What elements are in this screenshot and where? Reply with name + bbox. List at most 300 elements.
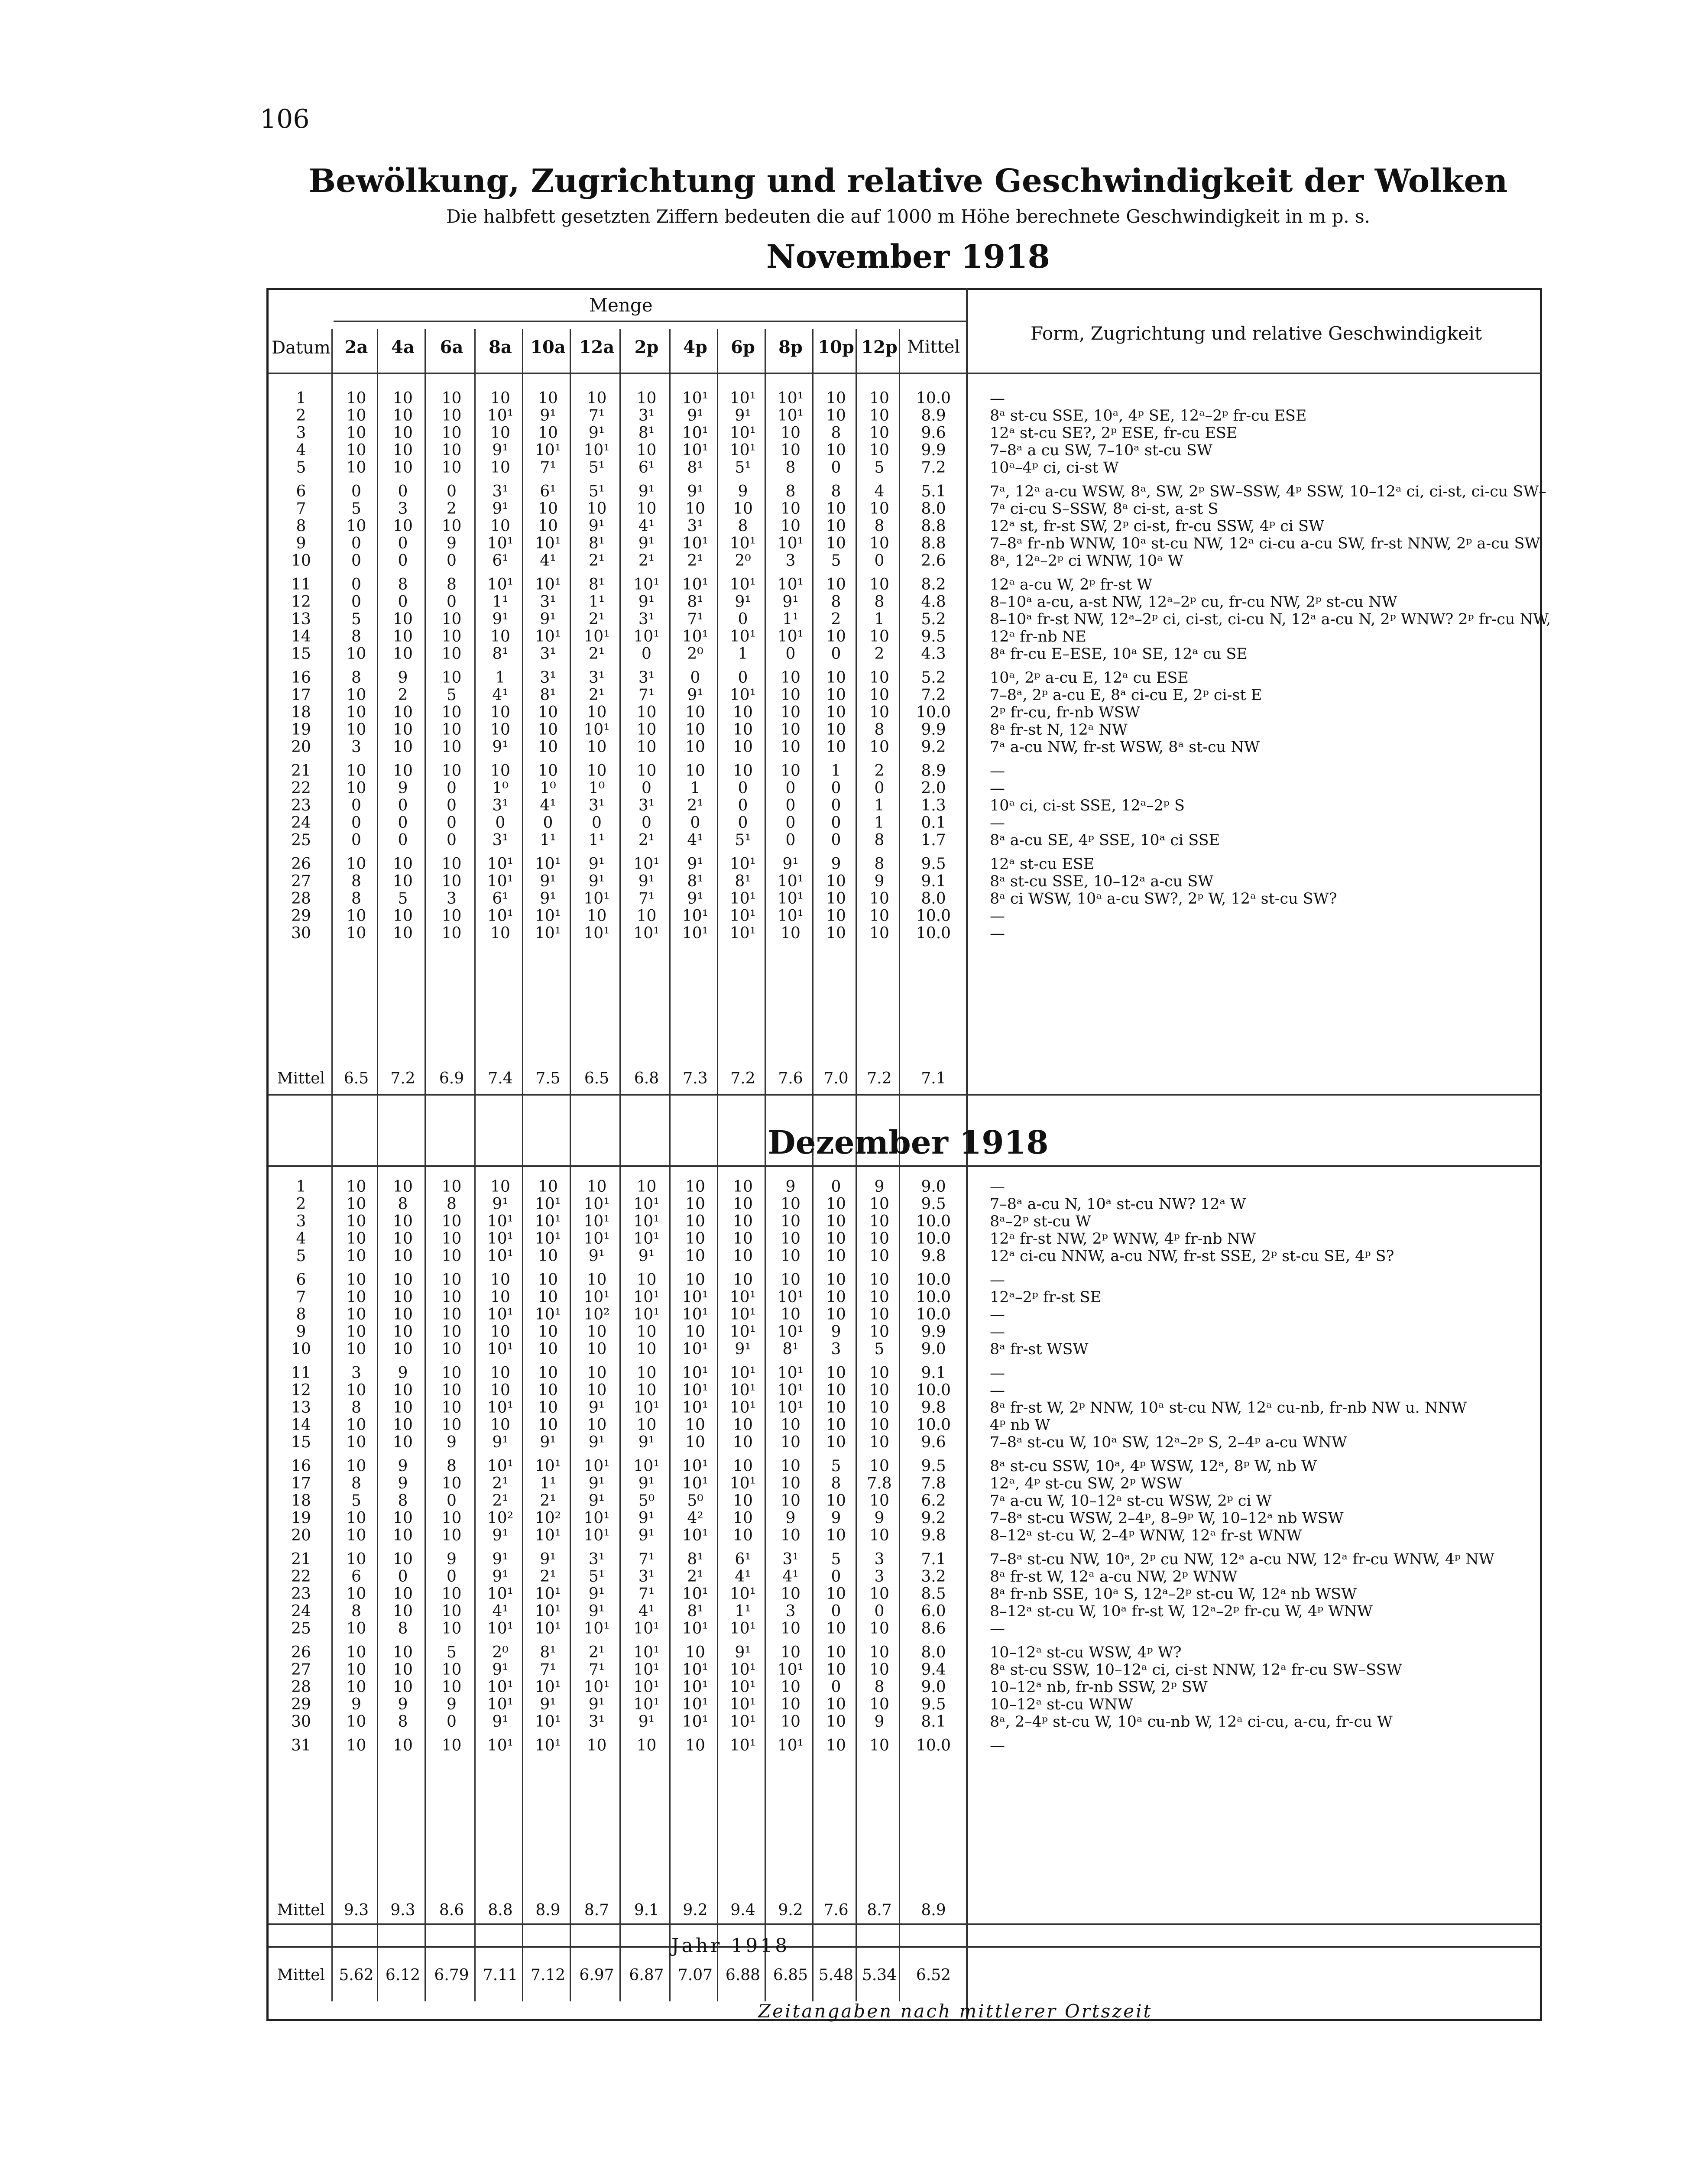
value-cell: 10¹ — [583, 1457, 610, 1475]
value-cell: 10¹ — [682, 1340, 709, 1358]
value-cell: 9¹ — [492, 1195, 509, 1213]
table-row — [269, 645, 1708, 663]
remark-cell: — — [990, 1620, 1005, 1637]
value-cell: 7¹ — [588, 1661, 605, 1679]
date-cell: 20 — [291, 1527, 311, 1544]
value-cell: 9¹ — [588, 1696, 605, 1713]
value-cell: 10 — [393, 407, 413, 425]
value-cell: 10¹ — [729, 686, 756, 704]
value-cell: 0 — [351, 535, 361, 552]
remark-cell: — — [990, 1323, 1005, 1341]
menge-rule — [334, 321, 966, 322]
remark-cell: 8ᵃ st-cu SSW, 10–12ᵃ ci, ci-st NNW, 12ᵃ fr-cu SW–SSW — [990, 1661, 1402, 1679]
value-cell: 10¹ — [777, 907, 804, 925]
remark-cell: — — [990, 1365, 1005, 1382]
value-cell: 10¹ — [777, 890, 804, 908]
column-header-6: 2p — [634, 337, 659, 357]
value-cell: 3¹ — [638, 669, 655, 687]
month-title-dezember: Dezember 1918 — [768, 1124, 1049, 1161]
value-cell: 0 — [831, 1602, 841, 1620]
date-cell: 31 — [291, 1737, 311, 1754]
value-cell: 0 — [398, 483, 408, 500]
value-cell: 0 — [351, 593, 361, 611]
value-cell: 9¹ — [492, 610, 509, 628]
mittel-label: Mittel — [277, 1070, 325, 1087]
value-cell: 10 — [869, 1364, 889, 1382]
value-cell: 4 — [874, 483, 885, 500]
value-cell: 10¹ — [583, 1213, 610, 1230]
value-cell: 10 — [869, 669, 889, 687]
value-cell: 10 — [826, 576, 846, 593]
date-cell: 8 — [296, 1306, 306, 1323]
value-cell: 10 — [869, 704, 889, 721]
value-cell: 10¹ — [487, 1230, 514, 1248]
mittel-value: 6.5 — [584, 1070, 609, 1087]
mean-cell: 10.0 — [916, 1230, 951, 1248]
value-cell: 9¹ — [588, 1585, 605, 1603]
date-cell: 8 — [296, 517, 306, 535]
mittel-row — [269, 1967, 1708, 1984]
mean-cell: 9.1 — [921, 1364, 946, 1382]
date-cell: 1 — [296, 389, 306, 407]
value-cell: 10 — [538, 1416, 558, 1434]
table-row — [269, 669, 1708, 687]
value-cell: 10 — [869, 1527, 889, 1544]
value-cell: 10 — [733, 1271, 753, 1289]
value-cell: 10 — [826, 1247, 846, 1265]
value-cell: 10 — [346, 1416, 366, 1434]
value-cell: 8 — [351, 1602, 361, 1620]
value-cell: 10¹ — [535, 441, 561, 459]
value-cell: 10 — [781, 738, 801, 756]
date-cell: 28 — [291, 1678, 311, 1696]
value-cell: 10 — [441, 738, 462, 756]
value-cell: 10¹ — [633, 1230, 660, 1248]
value-cell: 10 — [393, 459, 413, 477]
value-cell: 10 — [441, 1323, 462, 1341]
date-cell: 26 — [291, 1644, 311, 1661]
value-cell: 9¹ — [588, 1475, 605, 1492]
value-cell: 10¹ — [682, 907, 709, 925]
value-cell: 10 — [733, 1213, 753, 1230]
value-cell: 10 — [538, 1323, 558, 1341]
column-header-2: 6a — [440, 337, 463, 357]
value-cell: 0 — [785, 797, 796, 814]
mittel-value: 9.3 — [390, 1901, 415, 1919]
value-cell: 10 — [781, 669, 801, 687]
date-cell: 16 — [291, 1457, 311, 1475]
table-row — [269, 1713, 1708, 1731]
value-cell: 10 — [733, 1509, 753, 1527]
value-cell: 9¹ — [735, 593, 751, 611]
value-cell: 10 — [685, 500, 705, 518]
value-cell: 10 — [587, 1178, 607, 1196]
value-cell: 10¹ — [633, 1644, 660, 1661]
value-cell: 1¹ — [735, 1602, 751, 1620]
value-cell: 10 — [781, 1230, 801, 1248]
value-cell: 2 — [398, 686, 408, 704]
value-cell: 0 — [447, 483, 457, 500]
value-cell: 10 — [346, 517, 366, 535]
value-cell: 10 — [587, 1381, 607, 1399]
value-cell: 9¹ — [492, 500, 509, 518]
value-cell: 10 — [826, 500, 846, 518]
value-cell: 10 — [733, 704, 753, 721]
value-cell: 10 — [636, 1364, 657, 1382]
value-cell: 9 — [785, 1509, 796, 1527]
value-cell: 0 — [398, 831, 408, 849]
value-cell: 10 — [733, 1416, 753, 1434]
value-cell: 0 — [447, 814, 457, 832]
value-cell: 7¹ — [588, 407, 605, 425]
value-cell: 6¹ — [735, 1550, 751, 1568]
date-cell: 5 — [296, 459, 306, 477]
value-cell: 10¹ — [583, 1195, 610, 1213]
value-cell: 10 — [685, 1644, 705, 1661]
remark-cell: 10ᵃ, 2ᵖ a-cu E, 12ᵃ cu ESE — [990, 669, 1189, 687]
value-cell: 10 — [346, 1323, 366, 1341]
value-cell: 10 — [441, 669, 462, 687]
column-header-1: 4a — [391, 337, 415, 357]
value-cell: 3 — [831, 1340, 841, 1358]
value-cell: 9¹ — [687, 407, 703, 425]
table-row — [269, 873, 1708, 890]
value-cell: 5¹ — [588, 483, 605, 500]
value-cell: 9 — [447, 535, 457, 552]
value-cell: 10 — [636, 907, 657, 925]
value-cell: 10 — [346, 1661, 366, 1679]
value-cell: 1¹ — [492, 593, 509, 611]
table-row — [269, 762, 1708, 780]
value-cell: 10 — [393, 1399, 413, 1417]
value-cell: 10¹ — [487, 1306, 514, 1323]
value-cell: 10 — [685, 1178, 705, 1196]
value-cell: 10 — [346, 686, 366, 704]
date-cell: 30 — [291, 1713, 311, 1731]
table-row — [269, 687, 1708, 704]
remark-cell: 10–12ᵃ st-cu WSW, 4ᵖ W? — [990, 1644, 1182, 1661]
mean-cell: 8.0 — [921, 500, 946, 518]
table-row — [269, 628, 1708, 645]
remark-cell: 7–8ᵃ a-cu N, 10ᵃ st-cu NW? 12ᵃ W — [990, 1196, 1246, 1213]
value-cell: 10¹ — [777, 1399, 804, 1417]
table-row — [269, 1417, 1708, 1434]
mean-cell: 7.2 — [921, 686, 946, 704]
mean-cell: 9.6 — [921, 424, 946, 442]
value-cell: 10 — [441, 459, 462, 477]
date-cell: 14 — [291, 1416, 311, 1434]
value-cell: 1¹ — [588, 831, 605, 849]
value-cell: 10 — [393, 1247, 413, 1265]
table-row — [269, 518, 1708, 535]
value-cell: 10 — [733, 721, 753, 739]
date-cell: 10 — [291, 1340, 311, 1358]
value-cell: 10 — [826, 1381, 846, 1399]
page-number: 106 — [260, 104, 310, 134]
value-cell: 10 — [490, 459, 510, 477]
value-cell: 10¹ — [729, 576, 756, 593]
value-cell: 10¹ — [729, 1399, 756, 1417]
value-cell: 10 — [781, 1271, 801, 1289]
value-cell: 10 — [733, 1527, 753, 1544]
value-cell: 10 — [538, 1340, 558, 1358]
value-cell: 10 — [393, 721, 413, 739]
table-row — [269, 1492, 1708, 1510]
value-cell: 0 — [642, 645, 651, 663]
value-cell: 10 — [441, 1602, 462, 1620]
value-cell: 9 — [447, 1433, 457, 1451]
value-cell: 0 — [874, 552, 885, 570]
value-cell: 0 — [690, 669, 700, 687]
value-cell: 10 — [781, 1492, 801, 1510]
mittel-value: 8.8 — [488, 1901, 513, 1919]
value-cell: 10¹ — [583, 628, 610, 645]
remark-cell: 8ᵃ st-cu SSE, 10–12ᵃ a-cu SW — [990, 873, 1214, 890]
value-cell: 10¹ — [682, 1306, 709, 1323]
value-cell: 10 — [346, 424, 366, 442]
value-cell: 10 — [346, 407, 366, 425]
remark-cell: 7–8ᵃ st-cu W, 10ᵃ SW, 12ᵃ–2ᵖ S, 2–4ᵖ a-cu WNW — [990, 1434, 1347, 1451]
mean-cell: 9.0 — [921, 1678, 946, 1696]
value-cell: 10 — [826, 1661, 846, 1679]
value-cell: 8 — [351, 872, 361, 890]
mean-cell: 9.8 — [921, 1527, 946, 1544]
mean-cell: 9.1 — [921, 872, 946, 890]
value-cell: 9 — [874, 872, 885, 890]
value-cell: 10 — [733, 500, 753, 518]
value-cell: 9¹ — [588, 855, 605, 873]
remark-cell: 12ᵃ fr-st NW, 2ᵖ WNW, 4ᵖ fr-nb NW — [990, 1230, 1256, 1248]
value-cell: 10 — [346, 1381, 366, 1399]
table-row — [269, 856, 1708, 873]
value-cell: 8 — [785, 483, 796, 500]
value-cell: 10¹ — [633, 1306, 660, 1323]
value-cell: 10 — [346, 1247, 366, 1265]
mittel-value: 6.87 — [629, 1966, 664, 1984]
value-cell: 10 — [346, 907, 366, 925]
remark-cell: 2ᵖ fr-cu, fr-nb WSW — [990, 704, 1140, 721]
value-cell: 2⁰ — [687, 645, 703, 663]
value-cell: 10 — [346, 1306, 366, 1323]
value-cell: 1 — [690, 779, 700, 797]
remark-cell: 12ᵃ, 4ᵖ st-cu SW, 2ᵖ WSW — [990, 1475, 1183, 1492]
remark-cell: 8ᵃ a-cu SE, 4ᵖ SSE, 10ᵃ ci SSE — [990, 832, 1220, 849]
date-cell: 5 — [296, 1247, 306, 1265]
table-row — [269, 1527, 1708, 1544]
value-cell: 10 — [441, 1271, 462, 1289]
value-cell: 10 — [346, 459, 366, 477]
value-cell: 8 — [447, 1457, 457, 1475]
value-cell: 7¹ — [638, 686, 655, 704]
date-cell: 3 — [296, 1213, 306, 1230]
value-cell: 3¹ — [492, 831, 509, 849]
value-cell: 10¹ — [729, 535, 756, 552]
value-cell: 10 — [781, 704, 801, 721]
value-cell: 10 — [826, 1288, 846, 1306]
value-cell: 5 — [447, 686, 457, 704]
mean-cell: 6.0 — [921, 1602, 946, 1620]
mittel-value: 8.7 — [584, 1901, 609, 1919]
value-cell: 10 — [441, 1416, 462, 1434]
value-cell: 1⁰ — [588, 779, 605, 797]
table-row — [269, 908, 1708, 925]
table-row — [269, 1737, 1708, 1754]
table-row — [269, 459, 1708, 477]
value-cell: 3¹ — [492, 483, 509, 500]
value-cell: 9¹ — [540, 890, 556, 908]
date-cell: 14 — [291, 628, 311, 645]
value-cell: 8 — [831, 424, 841, 442]
value-cell: 10 — [393, 855, 413, 873]
date-cell: 15 — [291, 1433, 311, 1451]
mean-cell: 10.0 — [916, 1381, 951, 1399]
value-cell: 4¹ — [492, 1602, 509, 1620]
value-cell: 10 — [826, 924, 846, 942]
table-row — [269, 739, 1708, 756]
date-cell: 12 — [291, 1381, 311, 1399]
mittel-value: 8.7 — [867, 1901, 892, 1919]
value-cell: 5 — [874, 1340, 885, 1358]
value-cell: 2⁰ — [492, 1644, 509, 1661]
value-cell: 9¹ — [735, 1340, 751, 1358]
remark-cell: 8ᵃ fr-nb SSE, 10ᵃ S, 12ᵃ–2ᵖ st-cu W, 12ᵃ nb WSW — [990, 1586, 1357, 1603]
value-cell: 10 — [538, 424, 558, 442]
value-cell: 10 — [636, 1381, 657, 1399]
value-cell: 10 — [441, 721, 462, 739]
date-cell: 11 — [291, 576, 311, 593]
value-cell: 8 — [351, 669, 361, 687]
mittel-value: 9.1 — [634, 1901, 659, 1919]
value-cell: 10¹ — [633, 1620, 660, 1637]
table-row — [269, 1382, 1708, 1399]
value-cell: 10 — [346, 1527, 366, 1544]
value-cell: 9 — [447, 1696, 457, 1713]
table-row — [269, 1196, 1708, 1213]
value-cell: 10 — [346, 1737, 366, 1754]
mittel-value: 5.62 — [339, 1966, 374, 1984]
value-cell: 10 — [441, 907, 462, 925]
value-cell: 10 — [869, 1399, 889, 1417]
value-cell: 10¹ — [777, 407, 804, 425]
value-cell: 0 — [831, 831, 841, 849]
value-cell: 0 — [738, 779, 748, 797]
value-cell: 3 — [874, 1568, 885, 1586]
value-cell: 10¹ — [633, 1457, 660, 1475]
value-cell: 10¹ — [777, 1737, 804, 1754]
value-cell: 10¹ — [583, 721, 610, 739]
remark-cell: 8–10ᵃ fr-st NW, 12ᵃ–2ᵖ ci, ci-st, ci-cu N, 12ᵃ a-cu N, 2ᵖ WNW? 2ᵖ fr-cu NW, — [990, 611, 1551, 628]
date-cell: 18 — [291, 1492, 311, 1510]
mean-cell: 7.2 — [921, 459, 946, 477]
value-cell: 8 — [831, 483, 841, 500]
value-cell: 10¹ — [682, 1475, 709, 1492]
mittel-value: 7.11 — [483, 1966, 518, 1984]
value-cell: 2¹ — [492, 1475, 509, 1492]
value-cell: 10 — [587, 1323, 607, 1341]
value-cell: 10¹ — [633, 1195, 660, 1213]
remark-cell: — — [990, 390, 1005, 407]
column-header-9: 8p — [778, 337, 803, 357]
value-cell: 10 — [781, 721, 801, 739]
value-cell: 10¹ — [729, 1364, 756, 1382]
table-row — [269, 832, 1708, 849]
value-cell: 10 — [393, 1213, 413, 1230]
value-cell: 8 — [874, 721, 885, 739]
value-cell: 9¹ — [588, 1602, 605, 1620]
mean-cell: 9.5 — [921, 1696, 946, 1713]
remark-cell: 12ᵃ–2ᵖ fr-st SE — [990, 1289, 1102, 1306]
mittel-value: 5.48 — [818, 1966, 854, 1984]
table-row — [269, 1644, 1708, 1661]
value-cell: 10 — [781, 686, 801, 704]
value-cell: 10 — [346, 704, 366, 721]
table-row — [269, 1458, 1708, 1475]
value-cell: 7¹ — [638, 1550, 655, 1568]
value-cell: 10¹ — [729, 1713, 756, 1731]
value-cell: 0 — [495, 814, 506, 832]
mean-cell: 0.1 — [921, 814, 946, 832]
value-cell: 10 — [869, 1288, 889, 1306]
value-cell: 7¹ — [540, 1661, 556, 1679]
value-cell: 10 — [393, 1381, 413, 1399]
value-cell: 8 — [351, 1475, 361, 1492]
value-cell: 10¹ — [682, 441, 709, 459]
date-cell: 19 — [291, 1509, 311, 1527]
column-header-10: 10p — [818, 337, 854, 357]
value-cell: 10 — [393, 389, 413, 407]
column-header-8: 6p — [731, 337, 755, 357]
value-cell: 5 — [351, 610, 361, 628]
value-cell: 10 — [441, 1230, 462, 1248]
value-cell: 0 — [831, 459, 841, 477]
value-cell: 9¹ — [540, 1550, 556, 1568]
value-cell: 10 — [587, 1364, 607, 1382]
value-cell: 10 — [636, 1323, 657, 1341]
value-cell: 10 — [441, 924, 462, 942]
value-cell: 10 — [538, 1178, 558, 1196]
value-cell: 10 — [587, 500, 607, 518]
value-cell: 10 — [441, 517, 462, 535]
value-cell: 8 — [831, 593, 841, 611]
value-cell: 9¹ — [782, 855, 799, 873]
value-cell: 9¹ — [638, 1713, 655, 1731]
remark-cell: 7ᵃ ci-cu S–SSW, 8ᵃ ci-st, a-st S — [990, 500, 1219, 518]
value-cell: 0 — [831, 1678, 841, 1696]
value-cell: 10 — [346, 762, 366, 780]
value-cell: 2¹ — [687, 797, 703, 814]
value-cell: 2¹ — [588, 645, 605, 663]
mean-cell: 9.2 — [921, 738, 946, 756]
value-cell: 10 — [636, 1340, 657, 1358]
value-cell: 10 — [393, 1271, 413, 1289]
remark-cell: 7–8ᵃ st-cu NW, 10ᵃ, 2ᵖ cu NW, 12ᵃ a-cu NW, 12ᵃ fr-cu WNW, 4ᵖ NW — [990, 1551, 1494, 1568]
mittel-value: 6.5 — [344, 1070, 369, 1087]
value-cell: 0 — [738, 610, 748, 628]
value-cell: 10 — [869, 907, 889, 925]
month-title-november: November 1918 — [766, 238, 1050, 276]
mean-cell: 9.5 — [921, 1457, 946, 1475]
value-cell: 10 — [826, 1433, 846, 1451]
value-cell: 10 — [346, 721, 366, 739]
value-cell: 10 — [826, 1713, 846, 1731]
value-cell: 10¹ — [729, 628, 756, 645]
value-cell: 10¹ — [682, 1457, 709, 1475]
column-header-5: 12a — [579, 337, 615, 357]
table-row — [269, 704, 1708, 721]
value-cell: 8 — [351, 890, 361, 908]
value-cell: 1 — [874, 610, 885, 628]
value-cell: 0 — [398, 1568, 408, 1586]
